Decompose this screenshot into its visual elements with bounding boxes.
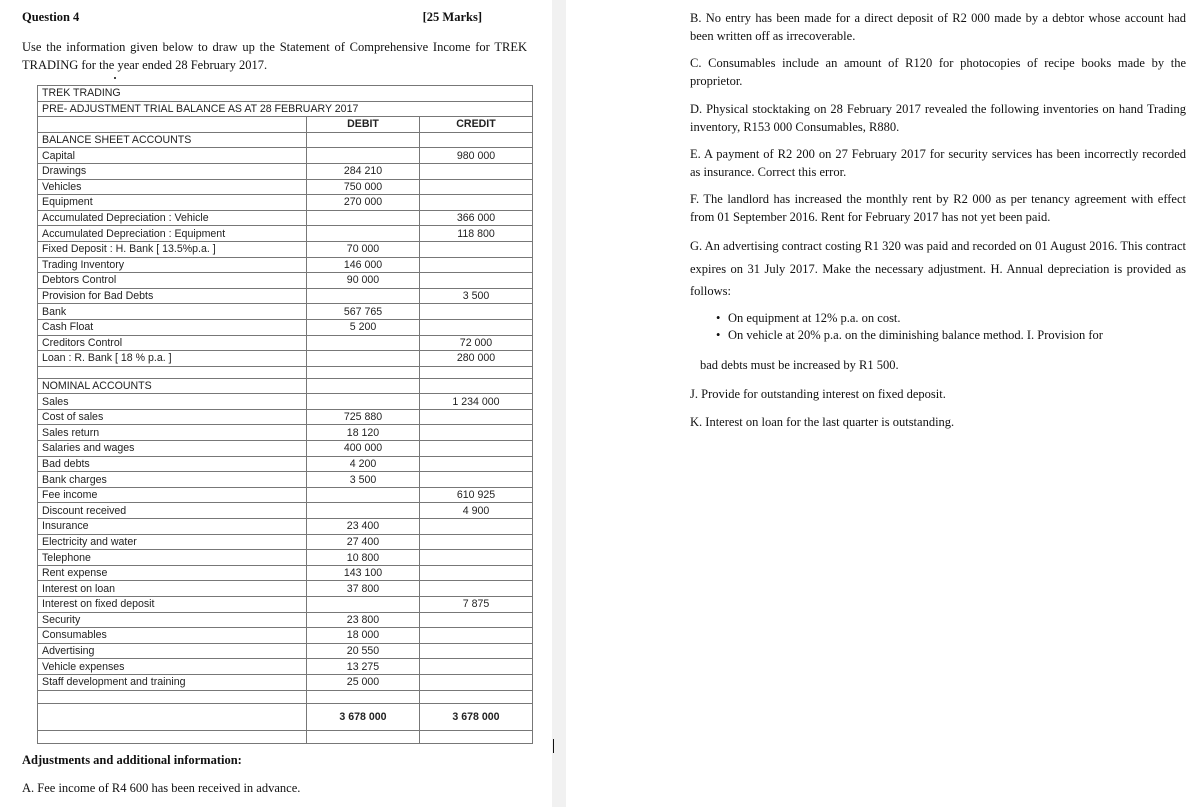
credit-cell: [420, 472, 533, 488]
account-cell: Security: [38, 612, 307, 628]
debit-cell: [307, 335, 420, 351]
table-row: [38, 597, 533, 613]
account-cell: Capital: [38, 148, 307, 164]
table-row: [38, 534, 533, 550]
credit-cell: 4 900: [420, 503, 533, 519]
adjustment-b: B. No entry has been made for a direct deposit of R2 000 made by a debtor whose account had been written off as irrecoverable.: [690, 11, 1186, 43]
debit-header: DEBIT: [307, 117, 420, 133]
credit-cell: [420, 163, 533, 179]
account-cell: Insurance: [38, 519, 307, 535]
account-cell: Creditors Control: [38, 335, 307, 351]
account-cell: Staff development and training: [38, 674, 307, 690]
debit-cell: 18 000: [307, 628, 420, 644]
table-row: [38, 612, 533, 628]
credit-cell: 1 234 000: [420, 394, 533, 410]
debit-cell: [307, 366, 420, 378]
debit-cell: 23 400: [307, 519, 420, 535]
business-name: TREK TRADING: [38, 86, 533, 102]
totals-row: [38, 703, 533, 730]
table-row: [38, 226, 533, 242]
text-cursor: [553, 739, 554, 753]
account-cell: Bad debts: [38, 456, 307, 472]
table-row: [38, 456, 533, 472]
table-row: [38, 257, 533, 273]
account-cell: Discount received: [38, 503, 307, 519]
table-row: [38, 351, 533, 367]
account-cell: Accumulated Depreciation : Equipment: [38, 226, 307, 242]
account-cell: Salaries and wages: [38, 441, 307, 457]
credit-cell: [420, 456, 533, 472]
account-cell: Interest on fixed deposit: [38, 597, 307, 613]
debit-cell: [307, 210, 420, 226]
adjustment-j: J. Provide for outstanding interest on fixed deposit.: [690, 387, 946, 401]
credit-cell: 118 800: [420, 226, 533, 242]
credit-cell: 610 925: [420, 487, 533, 503]
credit-cell: 3 678 000: [420, 703, 533, 730]
account-cell: Vehicle expenses: [38, 659, 307, 675]
account-cell: Equipment: [38, 195, 307, 211]
account-cell: Sales return: [38, 425, 307, 441]
debit-cell: 70 000: [307, 241, 420, 257]
debit-cell: 13 275: [307, 659, 420, 675]
credit-cell: [420, 179, 533, 195]
credit-cell: 3 500: [420, 288, 533, 304]
debit-cell: 10 800: [307, 550, 420, 566]
balance-sheet-heading: BALANCE SHEET ACCOUNTS: [38, 132, 307, 148]
table-row: [38, 472, 533, 488]
debit-cell: 270 000: [307, 195, 420, 211]
account-cell: [38, 366, 307, 378]
account-cell: Accumulated Depreciation : Vehicle: [38, 210, 307, 226]
account-cell: Cash Float: [38, 319, 307, 335]
table-row: [38, 550, 533, 566]
adjustment-f: F. The landlord has increased the monthly rent by R2 000 as per tenancy agreement with effect from 01 September 2016. Rent for February 2017 has not yet been paid.: [690, 192, 1186, 224]
account-cell: [38, 690, 307, 703]
table-row: [38, 241, 533, 257]
table-row: [38, 643, 533, 659]
depreciation-bullets: [716, 310, 1176, 344]
credit-cell: 980 000: [420, 148, 533, 164]
credit-cell: [420, 409, 533, 425]
question-header: [22, 10, 482, 25]
debit-cell: 18 120: [307, 425, 420, 441]
debit-cell: 27 400: [307, 534, 420, 550]
spacer-row: [38, 366, 533, 378]
debit-cell: [307, 148, 420, 164]
credit-header: CREDIT: [420, 117, 533, 133]
credit-cell: 72 000: [420, 335, 533, 351]
account-cell: Advertising: [38, 643, 307, 659]
table-row: [38, 304, 533, 320]
credit-cell: [420, 241, 533, 257]
header-account-cell: [38, 117, 307, 133]
trial-balance-title: PRE- ADJUSTMENT TRIAL BALANCE AS AT 28 FEBRUARY 2017: [38, 101, 533, 117]
debit-cell: [307, 487, 420, 503]
credit-cell: [420, 441, 533, 457]
debit-cell: 90 000: [307, 273, 420, 289]
account-cell: Telephone: [38, 550, 307, 566]
account-cell: Loan : R. Bank [ 18 % p.a. ]: [38, 351, 307, 367]
table-row: [38, 487, 533, 503]
credit-cell: [420, 628, 533, 644]
account-cell: Fixed Deposit : H. Bank [ 13.5%p.a. ]: [38, 241, 307, 257]
debit-cell: [307, 597, 420, 613]
debit-cell: 143 100: [307, 565, 420, 581]
table-row: [38, 179, 533, 195]
debit-cell: 4 200: [307, 456, 420, 472]
debit-cell: 5 200: [307, 319, 420, 335]
debit-cell: 37 800: [307, 581, 420, 597]
table-row: [38, 148, 533, 164]
nominal-heading-row: [38, 378, 533, 394]
account-cell: Rent expense: [38, 565, 307, 581]
credit-cell: [420, 257, 533, 273]
adjustment-e: E. A payment of R2 200 on 27 February 2017 for security services has been incorrectly recorded as insurance. Correct this error.: [690, 147, 1186, 179]
debit-cell: 20 550: [307, 643, 420, 659]
debit-cell: 400 000: [307, 441, 420, 457]
debit-cell: [307, 503, 420, 519]
debit-cell: 567 765: [307, 304, 420, 320]
table-row: [38, 581, 533, 597]
credit-cell: [420, 366, 533, 378]
adjustment-d: D. Physical stocktaking on 28 February 2017 revealed the following inventories on hand Trading inventory, R153 000 Consumables, R880.: [690, 102, 1186, 134]
credit-cell: [420, 730, 533, 743]
credit-cell: [420, 273, 533, 289]
debit-cell: [307, 378, 420, 394]
table-row: [38, 628, 533, 644]
credit-cell: [420, 534, 533, 550]
account-cell: Sales: [38, 394, 307, 410]
table-row: [38, 394, 533, 410]
credit-cell: [420, 643, 533, 659]
table-row: [38, 565, 533, 581]
credit-cell: [420, 425, 533, 441]
table-row: [38, 659, 533, 675]
account-cell: [38, 703, 307, 730]
credit-cell: 366 000: [420, 210, 533, 226]
credit-cell: [420, 319, 533, 335]
spacer-row: [38, 730, 533, 743]
table-row: [38, 519, 533, 535]
table-row: [38, 503, 533, 519]
question-title: Question 4: [22, 10, 80, 24]
debit-cell: [307, 288, 420, 304]
debit-cell: [307, 730, 420, 743]
account-cell: Trading Inventory: [38, 257, 307, 273]
table-row: [38, 409, 533, 425]
credit-cell: 280 000: [420, 351, 533, 367]
bullet-equipment: • On equipment at 12% p.a. on cost.: [716, 310, 1176, 327]
adjustment-a: A. Fee income of R4 600 has been received in advance.: [22, 781, 301, 795]
table-row: [38, 195, 533, 211]
account-cell: Interest on loan: [38, 581, 307, 597]
credit-cell: [420, 195, 533, 211]
account-cell: Fee income: [38, 487, 307, 503]
stray-mark: [114, 77, 116, 79]
credit-cell: [420, 378, 533, 394]
adjustment-k: K. Interest on loan for the last quarter is outstanding.: [690, 415, 955, 429]
credit-cell: [420, 581, 533, 597]
left-page: [0, 0, 552, 807]
account-cell: Bank: [38, 304, 307, 320]
account-cell: [38, 730, 307, 743]
question-intro: Use the information given below to draw up the Statement of Comprehensive Income for TREK TRADING for the year ended 28 February 2017.: [22, 40, 527, 72]
account-cell: Debtors Control: [38, 273, 307, 289]
debit-cell: 3 678 000: [307, 703, 420, 730]
account-cell: Electricity and water: [38, 534, 307, 550]
debit-cell: 284 210: [307, 163, 420, 179]
credit-cell: [420, 674, 533, 690]
adjustment-c: C. Consumables include an amount of R120 for photocopies of recipe books made by the proprietor.: [690, 56, 1186, 88]
debit-cell: 725 880: [307, 409, 420, 425]
spacer-row: [38, 690, 533, 703]
adjustment-i: bad debts must be increased by R1 500.: [700, 358, 899, 372]
account-cell: Provision for Bad Debts: [38, 288, 307, 304]
table-row: [38, 319, 533, 335]
table-row: [38, 674, 533, 690]
debit-cell: 3 500: [307, 472, 420, 488]
credit-cell: [420, 519, 533, 535]
credit-cell: [420, 550, 533, 566]
table-row: [38, 441, 533, 457]
adjustment-g-h: G. An advertising contract costing R1 320 was paid and recorded on 01 August 2016. This contract expires on 31 July 2017. Make the necessary adjustment. H. Annual depreciation is provided as follows:: [690, 239, 1186, 298]
debit-cell: 23 800: [307, 612, 420, 628]
account-cell: Bank charges: [38, 472, 307, 488]
question-marks: [25 Marks]: [422, 10, 482, 24]
debit-cell: [307, 690, 420, 703]
adjustments-heading: Adjustments and additional information:: [22, 753, 242, 767]
credit-cell: 7 875: [420, 597, 533, 613]
account-cell: Vehicles: [38, 179, 307, 195]
debit-cell: [307, 394, 420, 410]
credit-cell: [420, 612, 533, 628]
table-row: [38, 425, 533, 441]
credit-cell: [420, 659, 533, 675]
account-cell: Drawings: [38, 163, 307, 179]
credit-cell: [420, 304, 533, 320]
account-cell: Cost of sales: [38, 409, 307, 425]
debit-cell: 750 000: [307, 179, 420, 195]
table-row: [38, 163, 533, 179]
account-cell: NOMINAL ACCOUNTS: [38, 378, 307, 394]
debit-cell: [307, 226, 420, 242]
table-row: [38, 288, 533, 304]
debit-cell: 25 000: [307, 674, 420, 690]
debit-cell: 146 000: [307, 257, 420, 273]
credit-cell: [420, 690, 533, 703]
credit-cell: [420, 565, 533, 581]
debit-cell: [307, 351, 420, 367]
account-cell: Consumables: [38, 628, 307, 644]
bullet-vehicle: • On vehicle at 20% p.a. on the diminishing balance method. I. Provision for: [716, 327, 1176, 344]
right-page: [566, 0, 1188, 807]
table-row: [38, 273, 533, 289]
trial-balance-table: [37, 85, 533, 744]
table-row: [38, 210, 533, 226]
table-row: [38, 335, 533, 351]
